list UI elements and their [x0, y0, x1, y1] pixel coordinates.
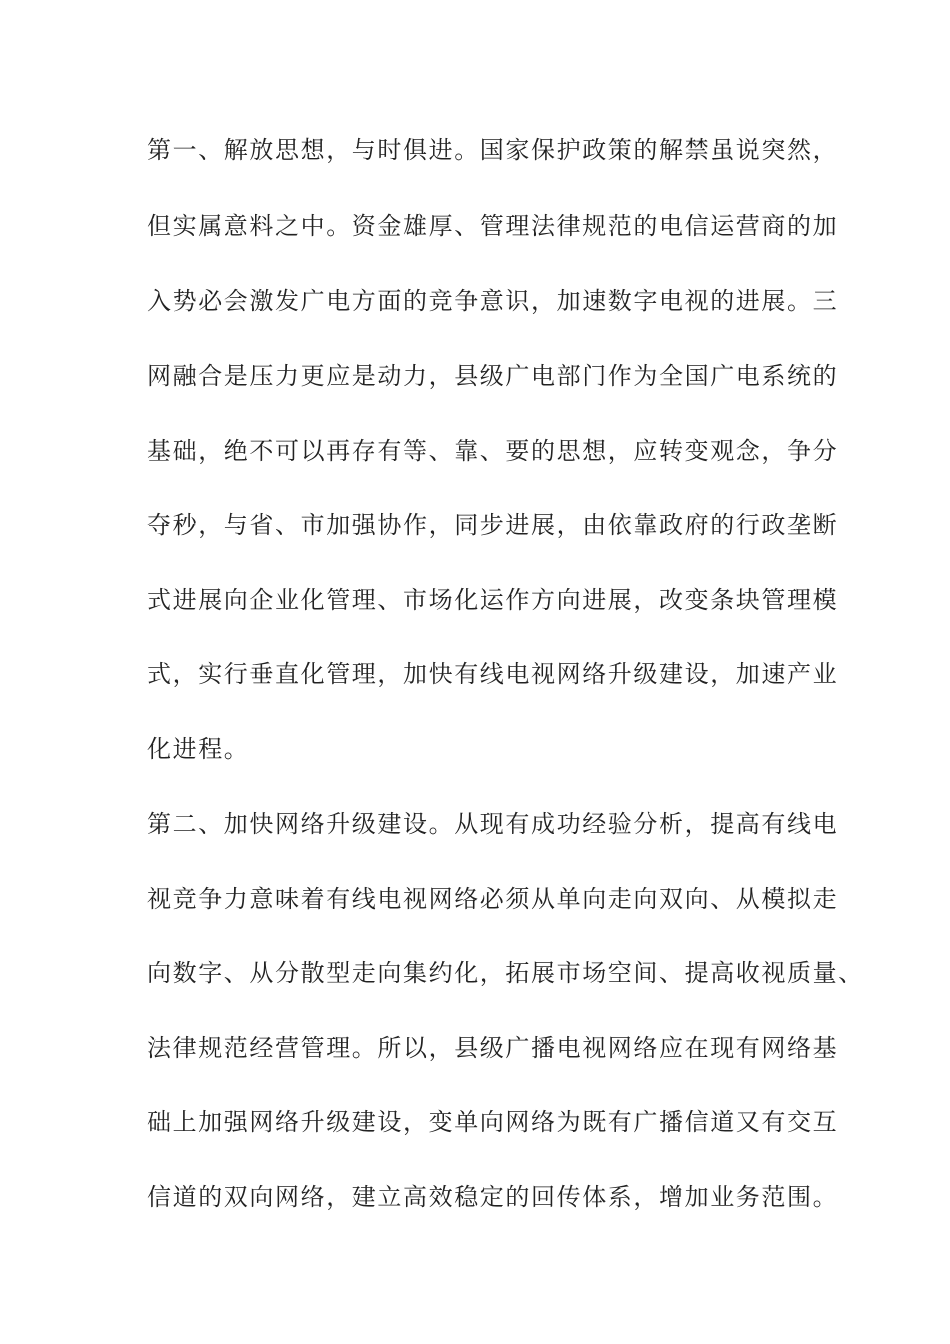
text-line: 基础，绝不可以再存有等、靠、要的思想，应转变观念，争分	[147, 437, 839, 465]
text-line: 式，实行垂直化管理，加快有线电视网络升级建设，加速产业	[147, 660, 839, 688]
text-line: 但实属意料之中。资金雄厚、管理法律规范的电信运营商的加	[147, 212, 839, 240]
text-line: 第二、加快网络升级建设。从现有成功经验分析，提高有线电	[147, 810, 839, 838]
text-line: 夺秒，与省、市加强协作，同步进展，由依靠政府的行政垄断	[147, 511, 839, 539]
text-line: 视竞争力意味着有线电视网络必须从单向走向双向、从模拟走	[147, 885, 839, 913]
text-line: 信道的双向网络，建立高效稳定的回传体系，增加业务范围。	[147, 1183, 839, 1211]
text-line: 第一、解放思想，与时俱进。国家保护政策的解禁虽说突然，	[147, 136, 839, 164]
text-line: 化进程。	[147, 735, 250, 763]
text-line: 础上加强网络升级建设，变单向网络为既有广播信道又有交互	[147, 1108, 839, 1136]
text-line: 法律规范经营管理。所以，县级广播电视网络应在现有网络基	[147, 1034, 839, 1062]
text-line: 网融合是压力更应是动力，县级广电部门作为全国广电系统的	[147, 362, 839, 390]
text-line: 向数字、从分散型走向集约化，拓展市场空间、提高收视质量、	[147, 959, 864, 987]
text-line: 入势必会激发广电方面的竞争意识，加速数字电视的进展。三	[147, 287, 839, 315]
text-line: 式进展向企业化管理、市场化运作方向进展，改变条块管理模	[147, 586, 839, 614]
